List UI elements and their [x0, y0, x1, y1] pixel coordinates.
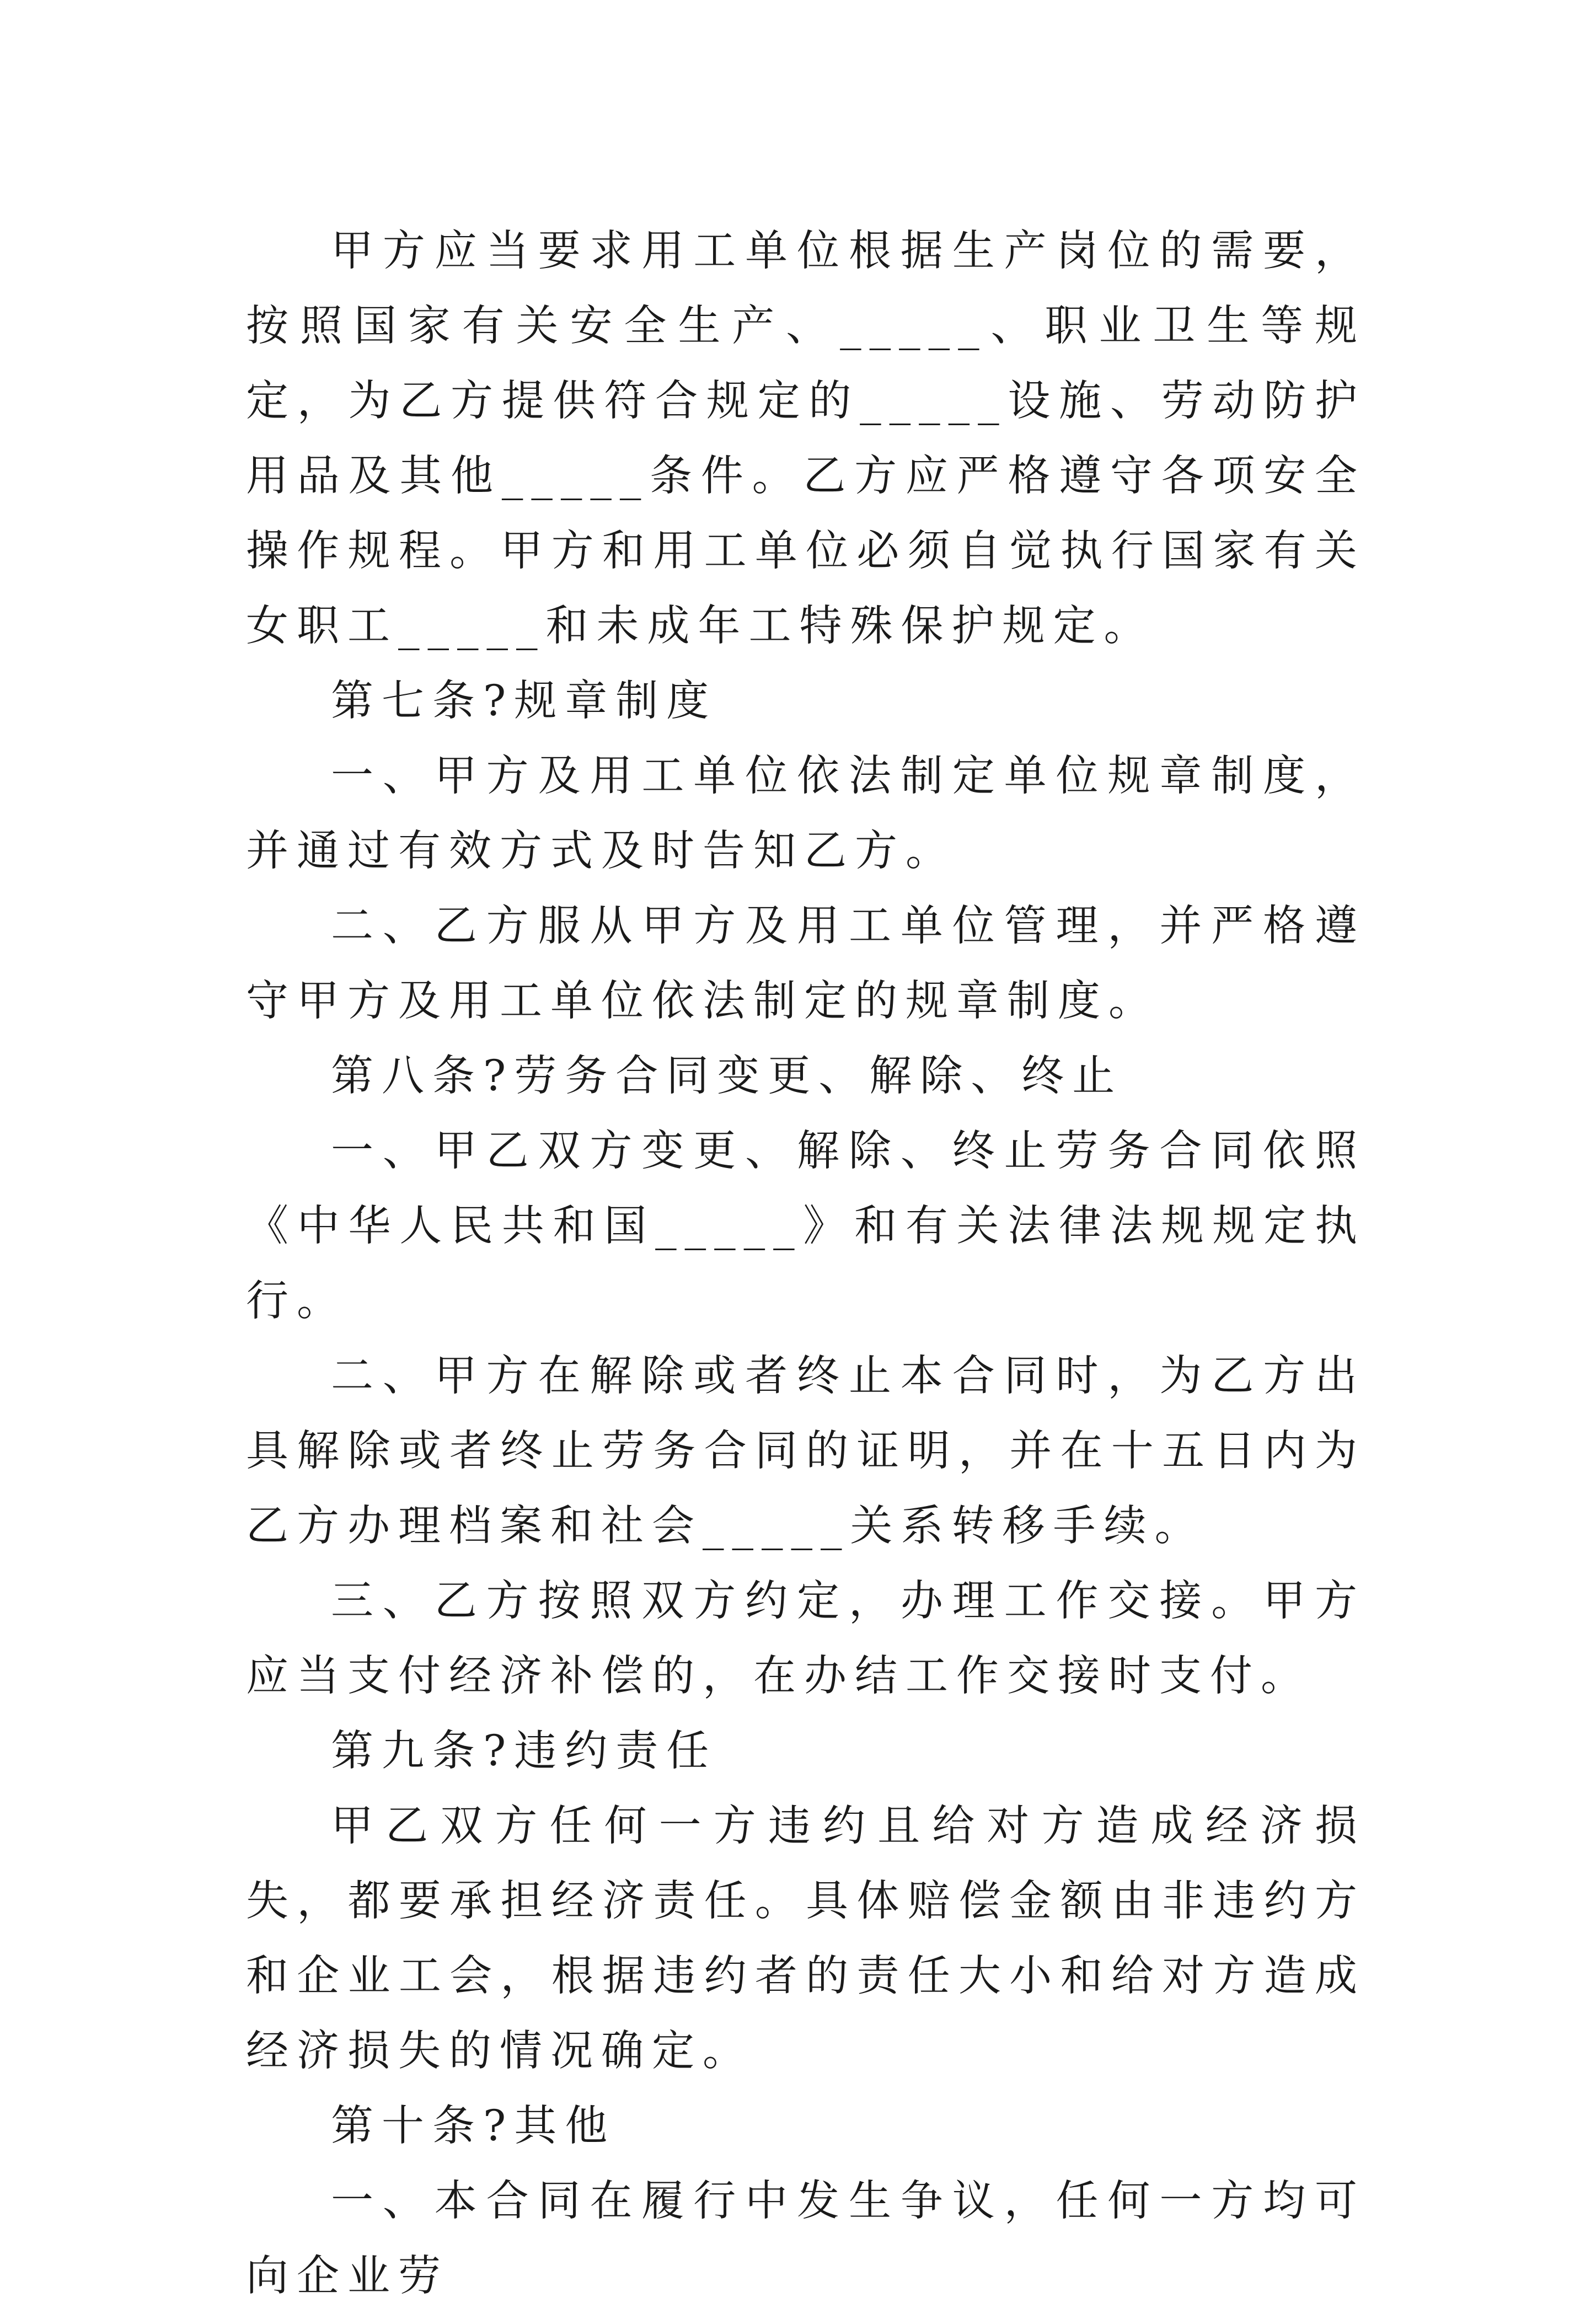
heading-article-8: 第八条?劳务合同变更、解除、终止	[331, 1052, 1123, 1101]
paragraph-article-8-item-1: 一、甲乙双方变更、解除、终止劳务合同依照《中华人民共和国_____》和有关法律法规规定执行。	[246, 1127, 1365, 1326]
document-body	[246, 214, 1365, 2314]
heading-article-9: 第九条?违约责任	[331, 1727, 717, 1776]
paragraph-article-8-item-2: 二、甲方在解除或者终止本合同时，为乙方出具解除或者终止劳务合同的证明，并在十五日内为乙方办理档案和社会_____关系转移手续。	[246, 1352, 1365, 1551]
heading-article-7: 第七条?规章制度	[331, 677, 717, 726]
paragraph-article-9: 甲乙双方任何一方违约且给对方造成经济损失，都要承担经济责任。具体赔偿金额由非违约方和企业工会，根据违约者的责任大小和给对方造成经济损失的情况确定。	[246, 1802, 1365, 2076]
paragraph-safety-conditions: 甲方应当要求用工单位根据生产岗位的需要，按照国家有关安全生产、_____、职业卫生等规定，为乙方提供符合规定的_____设施、劳动防护用品及其他_____条件。乙方应严格遵守各项安全操作规程。甲方和用工单位必须自觉执行国家有关女职工_____和未成年工特殊保护规定。	[246, 227, 1365, 651]
paragraph-article-7-item-2: 二、乙方服从甲方及用工单位管理，并严格遵守甲方及用工单位依法制定的规章制度。	[246, 902, 1365, 1026]
paragraph-article-7-item-1: 一、甲方及用工单位依法制定单位规章制度，并通过有效方式及时告知乙方。	[246, 752, 1365, 876]
paragraph-article-8-item-3: 三、乙方按照双方约定，办理工作交接。甲方应当支付经济补偿的，在办结工作交接时支付。	[246, 1577, 1365, 1701]
heading-article-10: 第十条?其他	[331, 2102, 616, 2151]
paragraph-article-10-item-1: 一、本合同在履行中发生争议，任何一方均可向企业劳	[246, 2177, 1365, 2301]
